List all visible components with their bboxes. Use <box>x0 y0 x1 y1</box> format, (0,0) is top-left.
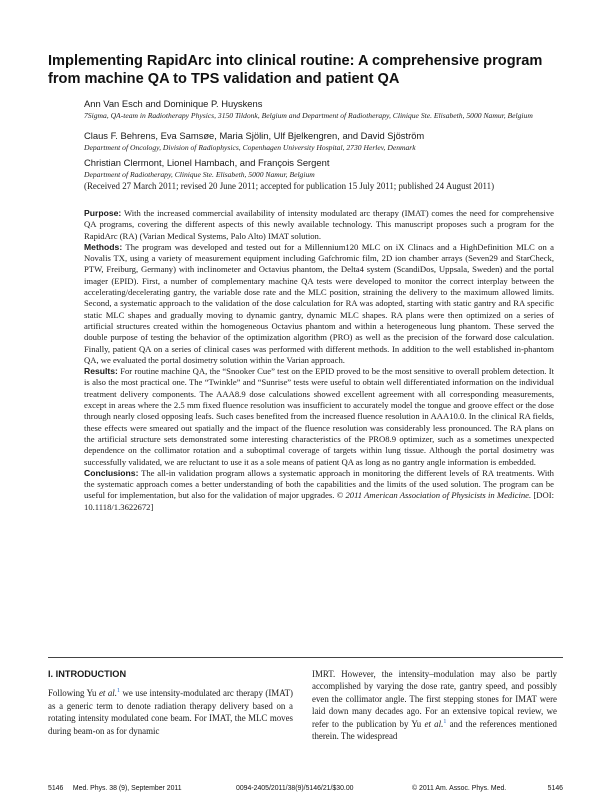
copyright-notice: © 2011 American Association of Physicists in Medicine. <box>336 490 532 501</box>
intro-text: Following Yu <box>48 688 99 699</box>
author-group-2 <box>84 130 554 153</box>
intro-text: IMRT. However, the intensity–modulation may also be partly accomplished by varying the dose rate, gantry speed, and possibly even the collimator angle. The first stepping stones for IMAT were laid down many decades ago. For an extensive topical review, we refer to the publication by Yu <box>312 669 557 729</box>
abstract-results <box>84 366 554 468</box>
footer-journal: 5146 Med. Phys. 38 (9), September 2011 <box>48 785 182 792</box>
intro-text: we use intensity-modulated arc therapy (IMAT) as a generic term to denote radiation therapy delivery based on a rotating intensity modulated cone beam. For IMAT, the MLC moves during beam-on as for dynamic <box>48 688 293 736</box>
purpose-text: With the increased commercial availability of intensity modulated arc therapy (IMAT) comes the need for comprehensive QA programs, covering the different aspects of this newly available technology. This manuscript proposes such a program for the RapidArc (RA) (Varian Medical Systems, Palo Alto) IMAT solution. <box>84 208 554 241</box>
left-column <box>48 668 293 737</box>
results-text: For routine machine QA, the “Snooker Cue” test on the EPID proved to be the most sensitive to overall problem detection. It is also the most practical one. The “Twinkle” and “Sunrise” tests were useful to obtain well differentiated information on the individual treatment delivery components. The AAA8.9 dose calculations showed excellent agreement with all corresponding measurements, except in areas where the 2.5 mm fixed fluence resolution was insufficient to accurately model the tongue and groove effect or the dose through nearly closed opposing leafs. Such cases benefited from the increased fluence resolution in AAA10.0. In the clinical RA fields, these effects were smeared out spatially and the impact of the fluence resolution was considerably less pronounced. The RA plans on the artificial structure sets demonstrated some interesting characteristics of the PRO8.9 optimizer, such as a sometimes unexpected dependence on the collimator rotation and a suboptimal coverage of targets within lung tissue. Although the portal dosimetry was successfully validated, we are reluctant to use it as a sole means of patient QA as long as no gantry angle information is embedded. <box>84 366 555 467</box>
et-al: et al. <box>98 688 117 699</box>
abstract-purpose <box>84 208 554 242</box>
et-al: et al. <box>424 718 444 729</box>
methods-text: The program was developed and tested out for a Millennium120 MLC on iX Clinacs and a HighDefinition MLC on a Novalis TX, using a variety of measurement equipment including Gafchromic film, 2D ion chamber arrays (Seven29 and StarCheck, PTW, Freiburg, Germany) with inclinometer and Octavius phantom, the Delta4 system (ScandiDos, Uppsala, Sweden) and the portal imager (EPID). First, a number of complementary machine QA tests were developed to monitor the correct interplay between the accelerating/decelerating gantry, the variable dose rate and the MLC position, straining the delivery to the maximum allowed limits. Second, a systematic approach to the validation of the dose calculation for RA was adopted, starting with static gantry and RA specific static MLC shapes and gradually moving to dynamic gantry, dynamic MLC shapes. RA plans were then optimized on a series of artificial structures created within the homogeneous Octavius phantom and within a heterogeneous lung phantom. These served the double purpose of testing the behavior of the optimization algorithm (PRO) as well as the precision of the forward dose calculation. Finally, patient QA on a series of clinical cases was performed with different methods. In addition to the well established in-phantom QA, we evaluated the portal dosimetry solution within the Varian approach. <box>84 241 554 365</box>
paper-title: Implementing RapidArc into clinical routine: A comprehensive program from machine QA to TPS validation and patient QA <box>48 53 543 87</box>
intro-paragraph-right <box>312 668 557 742</box>
author-group-3 <box>84 157 554 180</box>
affiliation-line: Department of Oncology, Division of Radiophysics, Copenhagen University Hospital, 2730 Herlev, Denmark <box>84 143 416 152</box>
right-column <box>312 668 557 742</box>
reference-link[interactable]: 1 <box>443 718 447 725</box>
reference-link[interactable]: 1 <box>116 688 120 695</box>
methods-label: Methods: <box>84 241 123 252</box>
conclusions-label: Conclusions: <box>84 467 139 478</box>
authors-line: Christian Clermont, Lionel Hambach, and François Sergent <box>84 157 330 168</box>
doi-link[interactable]: [DOI: 10.1118/1.3622672] <box>84 490 554 512</box>
conclusions-text: The all-in validation program allows a systematic approach in monitoring the different levels of RA treatments. With the systematic approach comes a better understanding of both the capabilities and the limits of the used solution. The program can be useful for implementation, but also for the validation of major upgrades. <box>84 467 554 501</box>
results-label: Results: <box>84 366 118 377</box>
abstract-conclusions <box>84 468 554 513</box>
abstract-methods <box>84 242 554 366</box>
footer-issn: 0094-2405/2011/38(9)/5146/21/$30.00 <box>236 785 354 792</box>
publication-dates: (Received 27 March 2011; revised 20 June 2011; accepted for publication 15 July 2011; published 24 August 2011) <box>84 181 495 191</box>
footer-copyright: © 2011 Am. Assoc. Phys. Med. <box>412 785 507 792</box>
affiliation-line: Department of Radiotherapy, Clinique Ste. Elisabeth, 5000 Namur, Belgium <box>84 170 315 179</box>
abstract <box>84 208 554 513</box>
section-heading: I. INTRODUCTION <box>48 669 127 679</box>
affiliation-line: 7Sigma, QA-team in Radiotherapy Physics, 3150 Tildonk, Belgium and Department of Radiotherapy, Clinique Ste. Elisabeth, 5000 Namur, Belgium <box>84 111 533 120</box>
author-group-1 <box>84 98 554 121</box>
authors-line: Ann Van Esch and Dominique P. Huyskens <box>84 98 263 109</box>
footer-page-number: 5146 <box>547 785 563 792</box>
purpose-label: Purpose: <box>84 208 122 218</box>
intro-text: and the references mentioned therein. The widespread <box>312 718 557 742</box>
section-divider <box>48 657 563 658</box>
intro-paragraph-left <box>48 687 293 737</box>
page-footer <box>48 785 563 795</box>
authors-line: Claus F. Behrens, Eva Samsøe, Maria Sjölin, Ulf Bjelkengren, and David Sjöström <box>84 130 425 141</box>
